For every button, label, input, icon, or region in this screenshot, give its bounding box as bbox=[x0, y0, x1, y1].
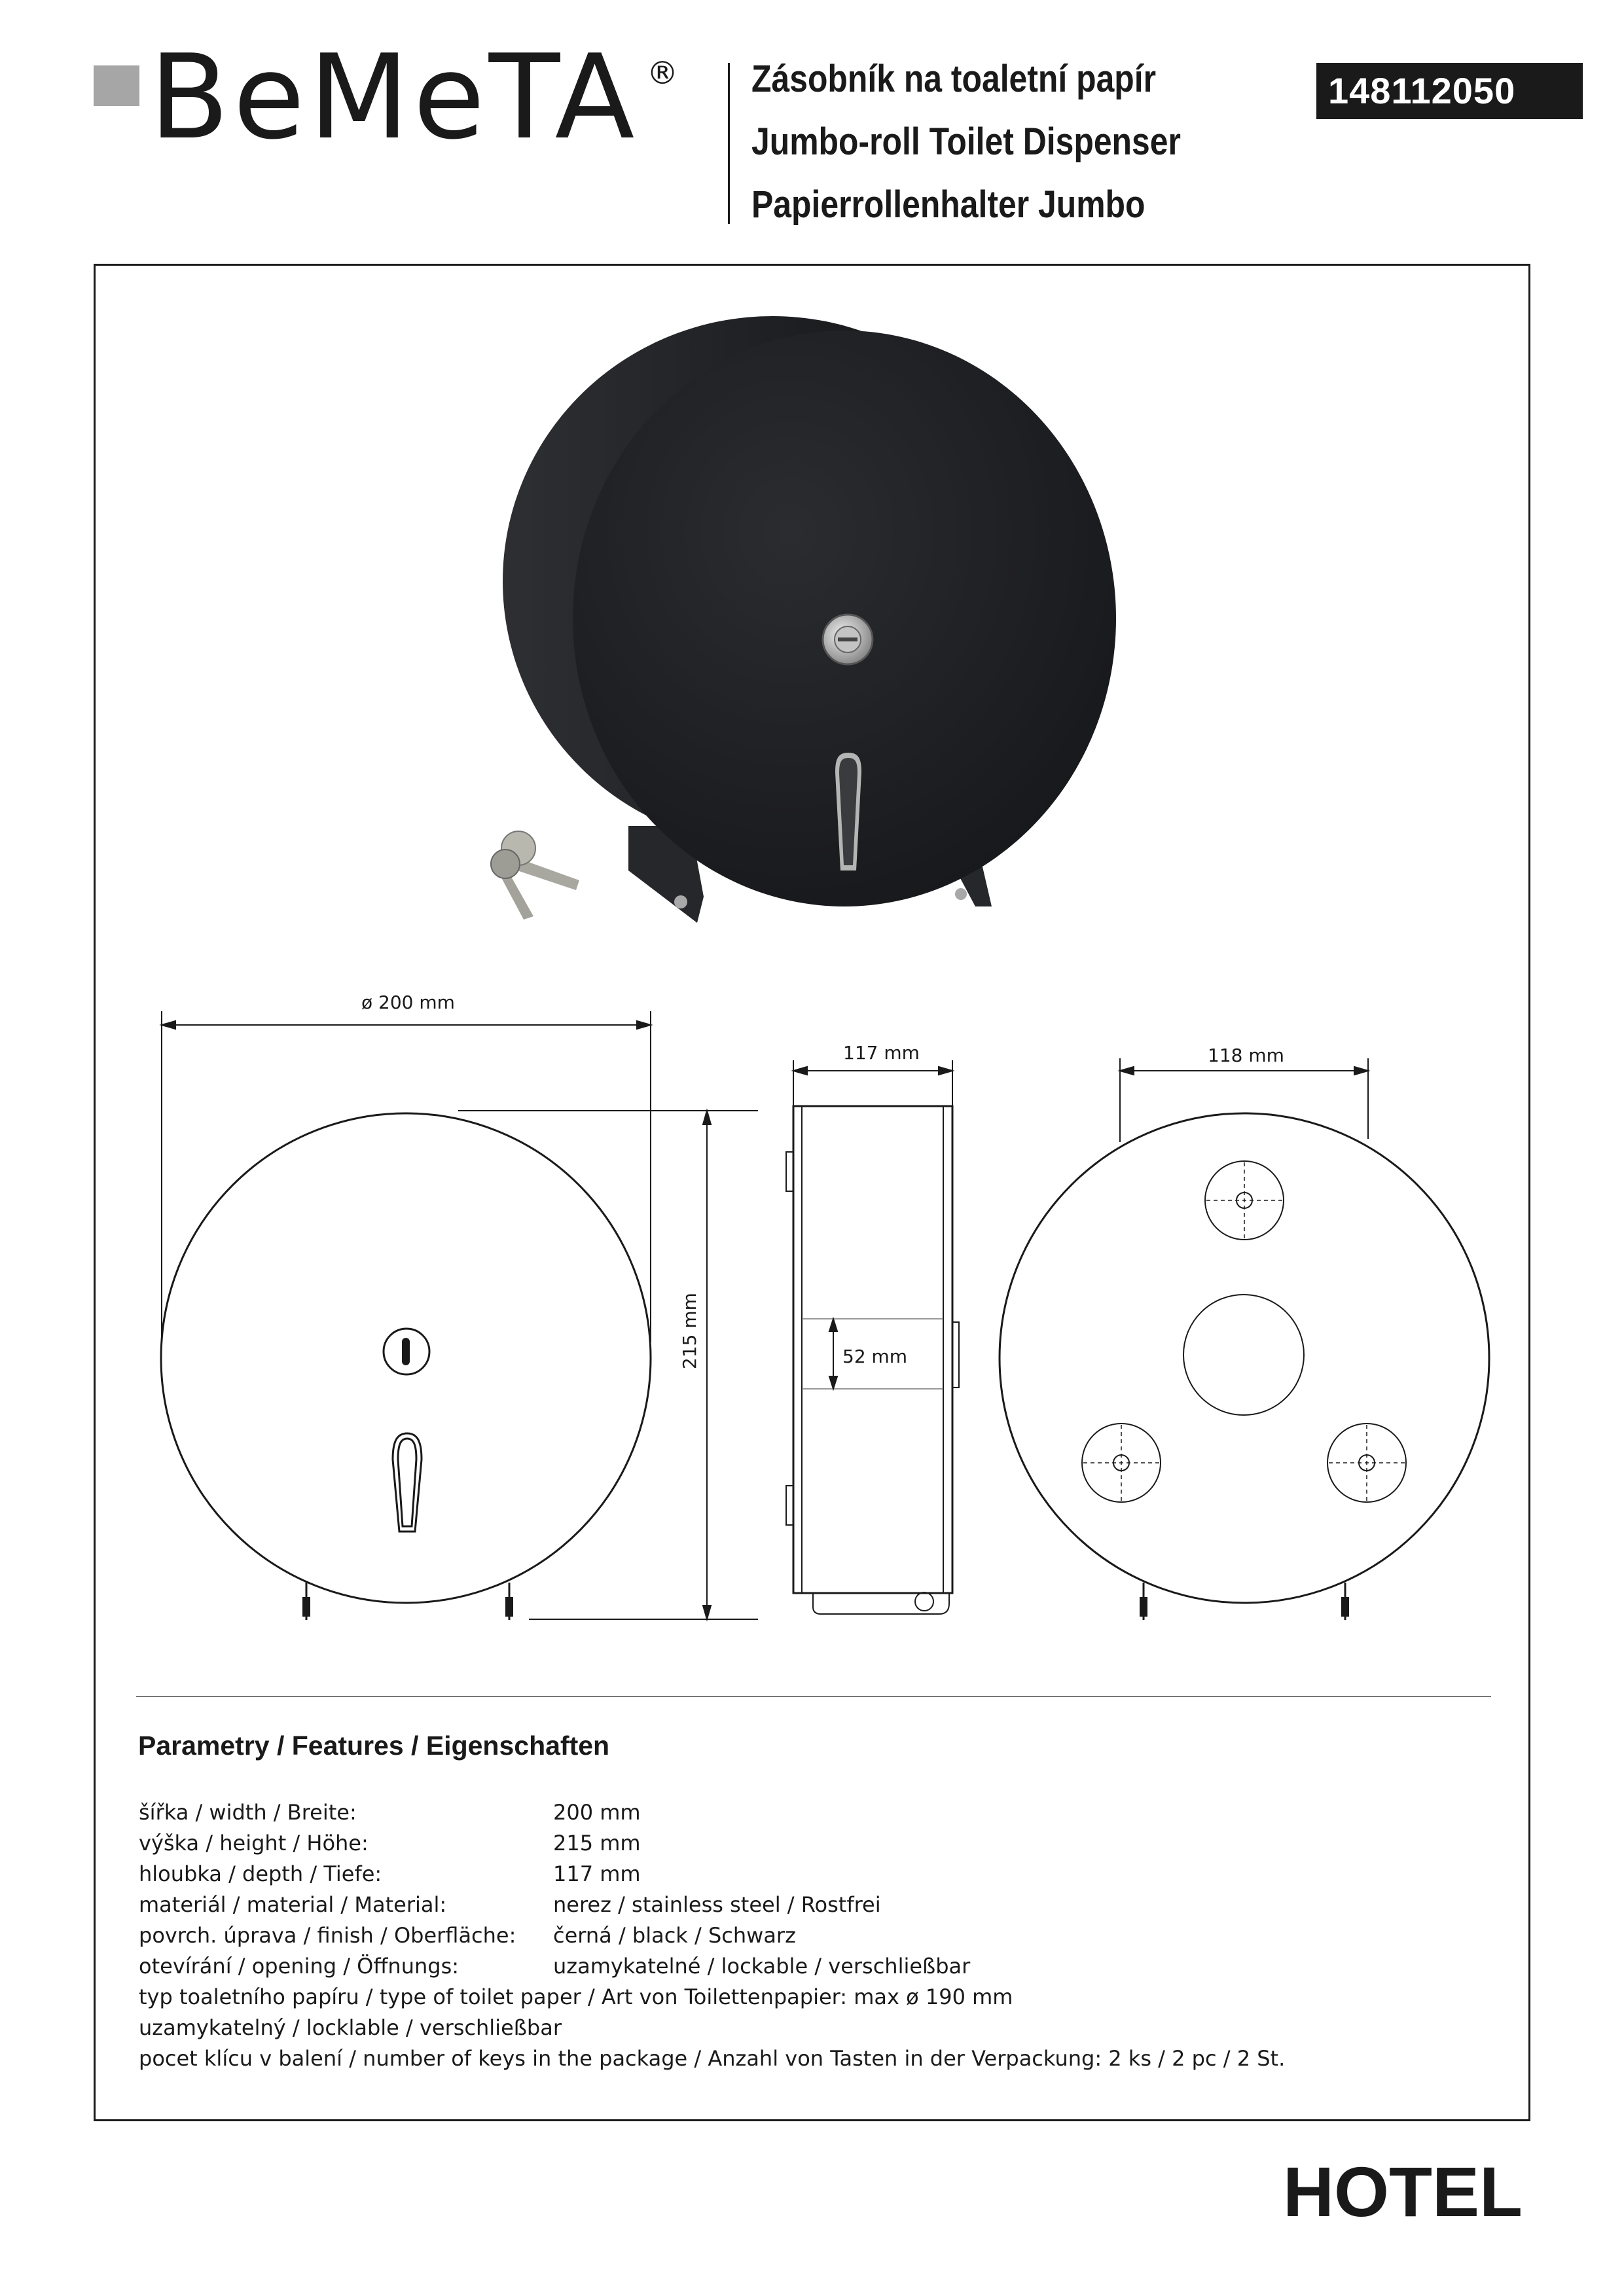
category-label: HOTEL bbox=[1283, 2152, 1523, 2231]
feature-note-lockable: uzamykatelný / locklable / verschließbar bbox=[139, 2015, 562, 2040]
dim-diameter-label: ø 200 mm bbox=[361, 992, 455, 1013]
feature-value-opening: uzamykatelné / lockable / verschließbar bbox=[553, 1954, 971, 1979]
back-view bbox=[1000, 1113, 1489, 1620]
dim-slot-label: 52 mm bbox=[842, 1346, 908, 1367]
feature-label-height: výška / height / Höhe: bbox=[139, 1831, 369, 1856]
title-czech: Zásobník na toaletní papír bbox=[751, 58, 1157, 100]
features-title: Parametry / Features / Eigenschaften bbox=[138, 1731, 610, 1761]
registered-mark: ® bbox=[647, 55, 678, 92]
feature-value-height: 215 mm bbox=[553, 1831, 641, 1856]
feature-value-depth: 117 mm bbox=[553, 1861, 641, 1886]
feature-value-material: nerez / stainless steel / Rostfrei bbox=[553, 1892, 881, 1917]
dim-depth-label: 117 mm bbox=[843, 1042, 920, 1064]
feature-label-width: šířka / width / Breite: bbox=[139, 1800, 357, 1825]
dim-height-label: 215 mm bbox=[679, 1293, 700, 1369]
feature-value-finish: černá / black / Schwarz bbox=[553, 1923, 796, 1948]
section-divider bbox=[136, 1696, 1491, 1697]
feature-note-paper-type: typ toaletního papíru / type of toilet paper / Art von Toilettenpapier: max ø 190 mm bbox=[139, 1984, 1013, 2009]
feature-label-material: materiál / material / Material: bbox=[139, 1892, 447, 1917]
feature-label-depth: hloubka / depth / Tiefe: bbox=[139, 1861, 382, 1886]
feature-label-opening: otevírání / opening / Öffnungs: bbox=[139, 1954, 460, 1979]
title-german: Papierrollenhalter Jumbo bbox=[751, 183, 1146, 226]
product-photo bbox=[491, 316, 1116, 923]
feature-note-keys: pocet klícu v balení / number of keys in the package / Anzahl von Tasten in der Verpackung: 2 ks / 2 pc / 2 St. bbox=[139, 2046, 1286, 2071]
feature-label-finish: povrch. úprava / finish / Oberfläche: bbox=[139, 1923, 516, 1948]
dispenser-photo bbox=[503, 316, 1116, 923]
side-dimensions bbox=[793, 1060, 952, 1389]
dim-back-width-label: 118 mm bbox=[1208, 1045, 1284, 1066]
keys-photo bbox=[491, 831, 579, 920]
brand-logo: BeMeTA bbox=[149, 29, 639, 165]
title-english: Jumbo-roll Toilet Dispenser bbox=[751, 120, 1181, 163]
feature-value-width: 200 mm bbox=[553, 1800, 641, 1825]
product-code: 148112050 bbox=[1316, 63, 1583, 119]
front-dimensions bbox=[162, 1011, 758, 1619]
front-view bbox=[161, 1113, 651, 1620]
